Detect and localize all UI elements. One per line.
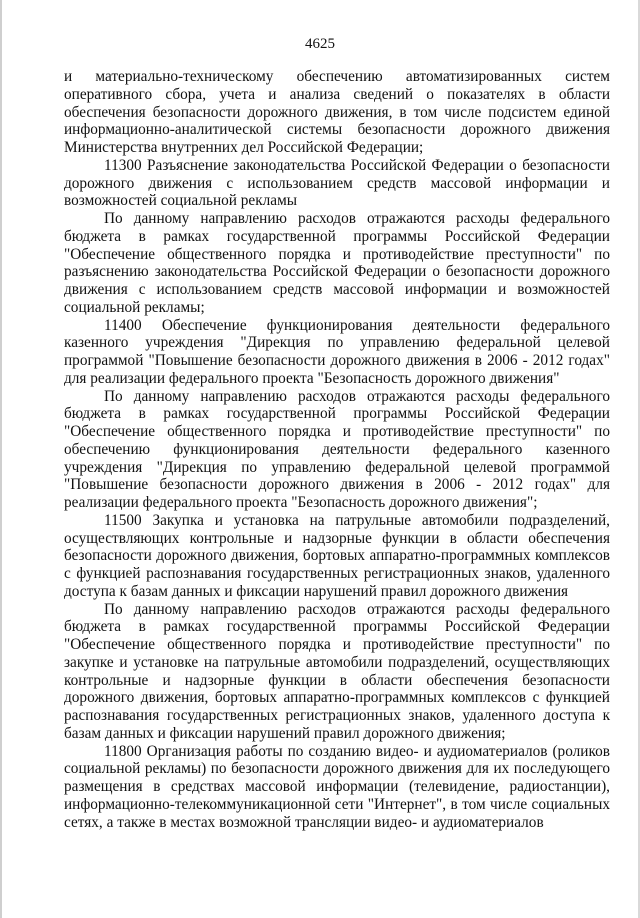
paragraph-code-11400: 11400 Обеспечение функционирования деятельности федерального казенного учреждения "Дирекция по управлению федеральной целевой программой "Повышение безопасности дорожного движения в 2006 - 2012 годах" для реализации федерального проекта "Безопасность дорожного движения" bbox=[64, 316, 610, 387]
paragraph-code-11800: 11800 Организация работы по созданию видео- и аудиоматериалов (роликов социальной рекламы) по безопасности дорожного движения для их последующего размещения в средствах массовой информации (телевидение, радиостанции), информационно-телекоммуникационной сети "Интернет", в том числе социальных сетях, а также в местах возможной трансляции видео- и аудиоматериалов bbox=[64, 742, 610, 831]
paragraph-code-11300: 11300 Разъяснение законодательства Российской Федерации о безопасности дорожного движения с использованием средств массовой информации и возможностей социальной рекламы bbox=[64, 156, 610, 210]
paragraph-11500-description: По данному направлению расходов отражаются расходы федерального бюджета в рамках государственной программы Российской Федерации "Обеспечение общественного порядка и противодействие преступности" по закупке и установке на патрульные автомобили подразделений, осуществляющих контрольные и надзорные функции в области обеспечения безопасности дорожного движения, бортовых аппаратно-программных комплексов с функцией распознавания государственных регистрационных знаков, удаленного доступа к базам данных и фиксации нарушений правил дорожного движения; bbox=[64, 600, 610, 742]
paragraph-code-11500: 11500 Закупка и установка на патрульные автомобили подразделений, осуществляющих контрольные и надзорные функции в области обеспечения безопасности дорожного движения, бортовых аппаратно-программных комплексов с функцией распознавания государственных регистрационных знаков, удаленного доступа к базам данных и фиксации нарушений правил дорожного движения bbox=[64, 511, 610, 600]
paragraph-continuation: и материально-техническому обеспечению автоматизированных систем оперативного сбора, учета и анализа сведений о показателях в области обеспечения безопасности дорожного движения, в том числе подсистем единой информационно-аналитической системы безопасности дорожного движения Министерства внутренних дел Российской Федерации; bbox=[64, 68, 610, 156]
page-number: 4625 bbox=[305, 36, 335, 52]
paragraph-11300-description: По данному направлению расходов отражаются расходы федерального бюджета в рамках государственной программы Российской Федерации "Обеспечение общественного порядка и противодействие преступности" по разъяснению законодательства Российской Федерации о безопасности дорожного движения с использованием средств массовой информации и возможностей социальной рекламы; bbox=[64, 210, 610, 316]
paragraph-11400-description: По данному направлению расходов отражаются расходы федерального бюджета в рамках государственной программы Российской Федерации "Обеспечение общественного порядка и противодействие преступности" по обеспечению функционирования деятельности федерального казенного учреждения "Дирекция по управлению федеральной целевой программой "Повышение безопасности дорожного движения в 2006 - 2012 годах" для реализации федерального проекта "Безопасность дорожного движения"; bbox=[64, 387, 610, 511]
document-body bbox=[64, 68, 610, 831]
